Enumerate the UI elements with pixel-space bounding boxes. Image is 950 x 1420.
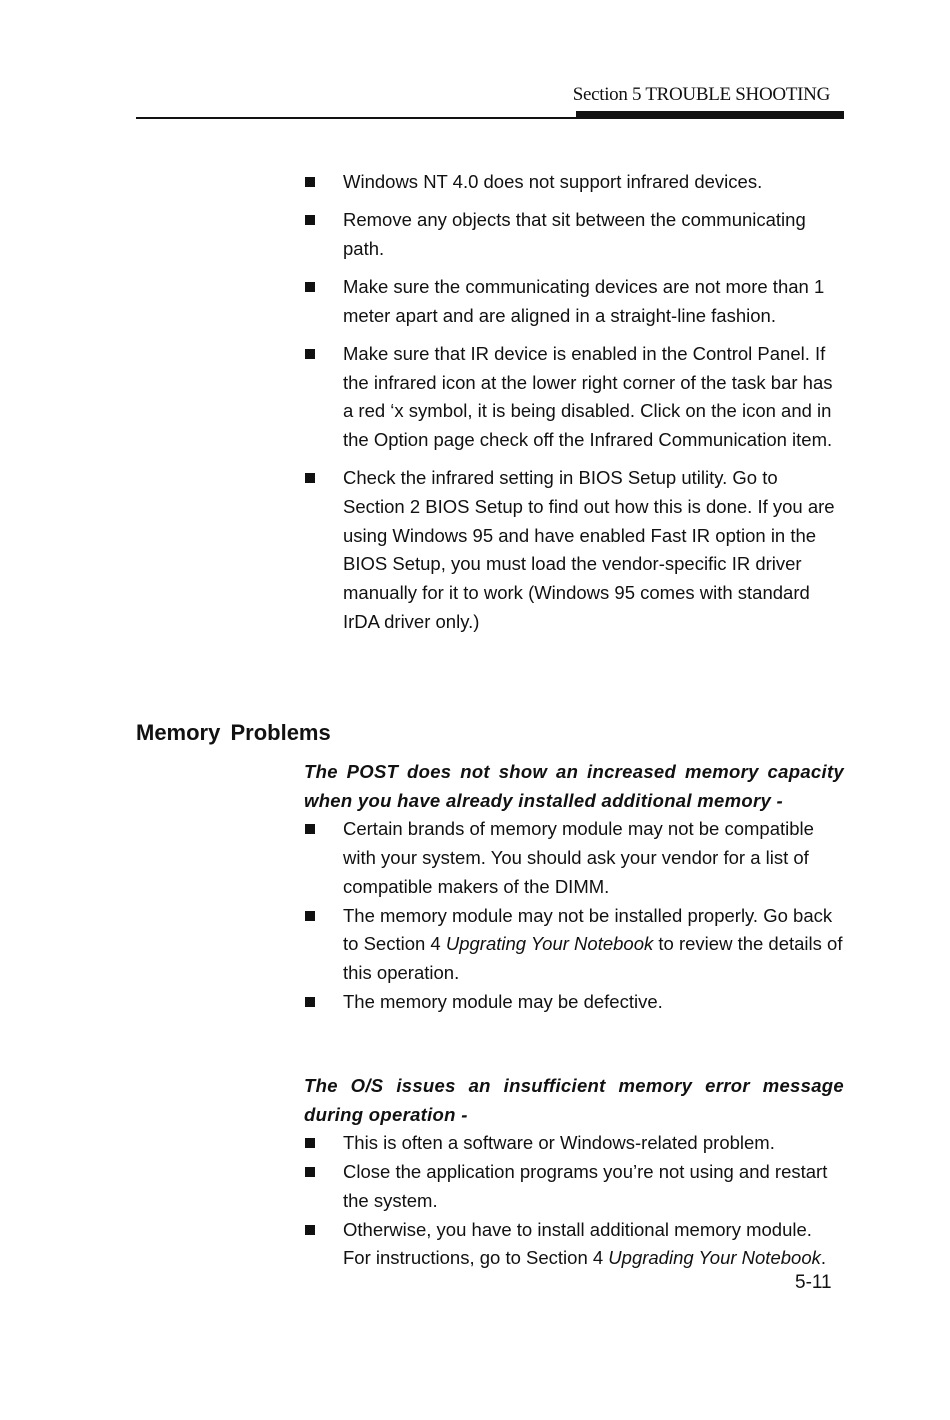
square-bullet-icon <box>305 1167 315 1177</box>
square-bullet-icon <box>305 473 315 483</box>
square-bullet-icon <box>305 824 315 834</box>
square-bullet-icon <box>305 349 315 359</box>
list-item <box>304 1158 844 1215</box>
list-item <box>304 464 844 636</box>
post-issue-block <box>304 758 844 1016</box>
list-item <box>304 206 844 263</box>
square-bullet-icon <box>305 215 315 225</box>
list-item-text-end: . <box>820 1247 826 1269</box>
section-reference: Upgrating Your Notebook <box>445 933 654 955</box>
os-issue-list <box>304 1129 844 1273</box>
memory-problems-heading: Memory Problems <box>136 720 331 745</box>
list-item <box>304 168 844 197</box>
list-item-text: Make sure that IR device is enabled in the Control Panel. If the infrared icon at the lower right corner of the task bar has a red ‘x symbol, it is being disabled. Click on the icon and in the Option page check off the Infrared Communication item. <box>343 343 833 451</box>
list-item <box>304 988 844 1017</box>
list-item-text: Close the application programs you’re not using and restart the system. <box>343 1161 828 1211</box>
page-number: 5-11 <box>795 1272 832 1293</box>
post-issue-list <box>304 815 844 1016</box>
list-item-text: Certain brands of memory module may not be compatible with your system. You should ask your vendor for a list of compatible makers of the DIMM. <box>343 818 814 897</box>
list-item <box>304 1129 844 1158</box>
square-bullet-icon <box>305 282 315 292</box>
list-item <box>304 1216 844 1273</box>
list-item-text: Remove any objects that sit between the communicating path. <box>343 209 806 259</box>
list-item-text-start: Otherwise, you have to install additional memory module. For instructions, go to Section 4 <box>343 1218 812 1269</box>
square-bullet-icon <box>305 1225 315 1235</box>
list-item-text: Check the infrared setting in BIOS Setup utility. Go to Section 2 BIOS Setup to find out how this is done. If you are using Windows 95 and have enabled Fast IR option in the BIOS Setup, you must load the vendor-specific IR driver manually for it to work (Windows 95 comes with standard IrDA driver only.) <box>343 467 835 632</box>
post-issue-title: The POST does not show an increased memory capacity when you have already installed additional memory - <box>304 761 844 811</box>
os-issue-block <box>304 1072 844 1273</box>
section-header-title: Section 5 TROUBLE SHOOTING <box>572 84 830 105</box>
square-bullet-icon <box>305 1138 315 1148</box>
square-bullet-icon <box>305 997 315 1007</box>
list-item <box>304 815 844 901</box>
list-item-text-start: The memory module may not be installed properly. Go back to Section 4 <box>343 904 833 955</box>
square-bullet-icon <box>305 177 315 187</box>
header-rule-thin <box>136 117 576 119</box>
section-reference: Upgrading Your Notebook <box>608 1247 821 1269</box>
header-rule-thick <box>576 111 844 119</box>
list-item-text: This is often a software or Windows-related problem. <box>343 1132 775 1154</box>
square-bullet-icon <box>305 911 315 921</box>
infrared-tips-list <box>304 168 844 646</box>
os-issue-title: The O/S issues an insufficient memory error message during operation - <box>304 1075 844 1125</box>
list-item-text-end: to review the details of this operation. <box>343 933 843 983</box>
list-item <box>304 340 844 455</box>
list-item-text: Make sure the communicating devices are not more than 1 meter apart and are aligned in a straight-line fashion. <box>343 276 825 326</box>
list-item <box>304 902 844 988</box>
list-item <box>304 273 844 330</box>
list-item-text: Windows NT 4.0 does not support infrared devices. <box>343 171 763 192</box>
list-item-text: The memory module may be defective. <box>343 990 663 1012</box>
